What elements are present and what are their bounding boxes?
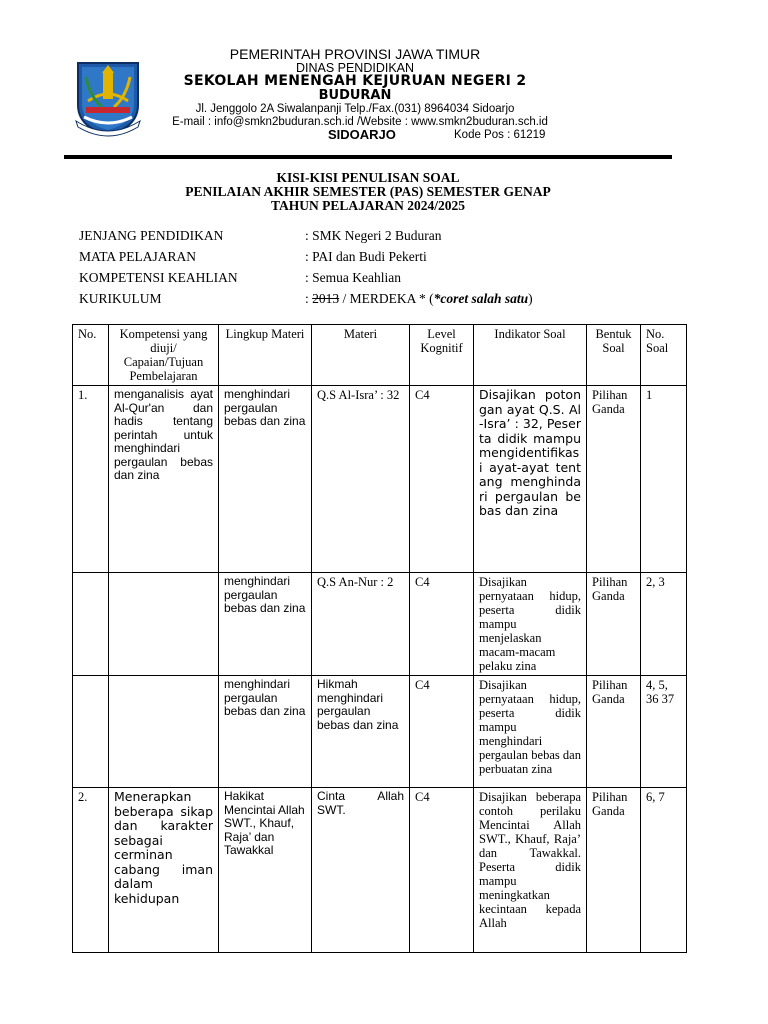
cell-kompetensi: Menerapkan beberapa sikap dan karakter sebagai cerminan cabang iman dalam kehidupan — [109, 788, 219, 953]
header-no: No. — [73, 325, 109, 386]
school-logo — [68, 57, 148, 137]
kurikulum-struck: 2013 — [312, 291, 340, 306]
header-indikator: Indikator Soal — [474, 325, 587, 386]
cell-bentuk: Pilihan Ganda — [587, 676, 641, 788]
letterhead-divider — [64, 155, 672, 159]
cell-nomor: 6, 7 — [641, 788, 687, 953]
cell-nomor: 2, 3 — [641, 573, 687, 676]
document-year: TAHUN PELAJARAN 2024/2025 — [270, 198, 465, 213]
cell-level: C4 — [410, 386, 474, 573]
letterhead-address: Jl. Jenggolo 2A Siwalanpanji Telp./Fax.(031) 8964034 Sidoarjo — [195, 103, 515, 115]
cell-kompetensi — [109, 676, 219, 788]
cell-lingkup: menghindari pergaulan bebas dan zina — [219, 676, 312, 788]
cell-indikator: Disajikan pernyataan hidup, peserta didik mampu menghindari pergaulan bebas dan perbuatan zina — [474, 676, 587, 788]
header-nomor: No. Soal — [641, 325, 687, 386]
document-title: KISI-KISI PENULISAN SOAL — [276, 170, 460, 185]
cell-indikator: Disajikan pernyataan hidup, peserta didik mampu menjelaskan macam-macam pelaku zina — [474, 573, 587, 676]
kurikulum-note: *coret salah satu — [433, 291, 529, 306]
cell-level: C4 — [410, 573, 474, 676]
cell-indikator: Disajikan beberapa contoh perilaku Mencintai Allah SWT., Khauf, Raja’ dan Tawakkal. Peserta didik mampu meningkatkan kecintaan kepada Allah — [474, 788, 587, 953]
cell-no: 1. — [73, 386, 109, 573]
cell-no: 2. — [73, 788, 109, 953]
cell-lingkup: menghindari pergaulan bebas dan zina — [219, 573, 312, 676]
kisi-kisi-table — [72, 324, 687, 953]
letterhead-school-name-2: BUDURAN — [318, 88, 392, 103]
header-materi: Materi — [312, 325, 410, 386]
header-level: Level Kognitif — [410, 325, 474, 386]
cell-no — [73, 573, 109, 676]
info-label-jenjang: JENJANG PENDIDIKAN — [79, 228, 224, 243]
cell-no — [73, 676, 109, 788]
info-value-kompetensi: : Semua Keahlian — [305, 270, 401, 285]
info-label-kompetensi: KOMPETENSI KEAHLIAN — [79, 270, 238, 285]
table-row — [73, 573, 687, 676]
info-value-jenjang: : SMK Negeri 2 Buduran — [305, 228, 442, 243]
cell-materi: Hikmah menghindari pergaulan bebas dan zina — [312, 676, 410, 788]
info-value-mapel: : PAI dan Budi Pekerti — [305, 249, 427, 264]
header-kompetensi: Kompetensi yang diuji/ Capaian/Tujuan Pembelajaran — [109, 325, 219, 386]
table-row — [73, 676, 687, 788]
document-subtitle: PENILAIAN AKHIR SEMESTER (PAS) SEMESTER GENAP — [185, 184, 551, 199]
cell-lingkup: menghindari pergaulan bebas dan zina — [219, 386, 312, 573]
letterhead-city: SIDOARJO — [328, 127, 396, 142]
cell-bentuk: Pilihan Ganda — [587, 788, 641, 953]
letterhead-school-name: SEKOLAH MENENGAH KEJURUAN NEGERI 2 — [183, 73, 527, 89]
cell-level: C4 — [410, 788, 474, 953]
header-lingkup: Lingkup Materi — [219, 325, 312, 386]
cell-bentuk: Pilihan Ganda — [587, 386, 641, 573]
cell-lingkup: Hakikat Mencintai Allah SWT., Khauf, Raja’ dan Tawakkal — [219, 788, 312, 953]
cell-materi: Q.S An-Nur : 2 — [312, 573, 410, 676]
info-label-mapel: MATA PELAJARAN — [79, 249, 197, 264]
cell-materi: Q.S Al-Isra’ : 32 — [312, 386, 410, 573]
cell-kompetensi: menganalisis ayat Al-Qur'an dan hadis tentang perintah untuk menghindari pergaulan bebas dan zina — [109, 386, 219, 573]
letterhead-contact: E-mail : info@smkn2buduran.sch.id /Website : www.smkn2buduran.sch.id — [172, 116, 548, 128]
cell-level: C4 — [410, 676, 474, 788]
letterhead-government: PEMERINTAH PROVINSI JAWA TIMUR — [229, 46, 481, 62]
table-row — [73, 386, 687, 573]
cell-kompetensi — [109, 573, 219, 676]
kurikulum-prefix: : — [305, 291, 313, 306]
letterhead-postal: Kode Pos : 61219 — [454, 129, 546, 141]
table-header-row — [73, 325, 687, 386]
cell-nomor: 4, 5, 36 37 — [641, 676, 687, 788]
table-row — [73, 788, 687, 953]
info-value-kurikulum — [305, 291, 533, 307]
letterhead-department: DINAS PENDIDIKAN — [295, 61, 415, 75]
cell-materi: Cinta Allah SWT. — [312, 788, 410, 953]
info-label-kurikulum: KURIKULUM — [79, 291, 162, 306]
header-bentuk: Bentuk Soal — [587, 325, 641, 386]
cell-nomor: 1 — [641, 386, 687, 573]
cell-bentuk: Pilihan Ganda — [587, 573, 641, 676]
cell-indikator: Disajikan potongan ayat Q.S. Al-Isra’ : 32, Peserta didik mampu mengidentifikasi ayat-ayat tentang menghindari pergaulan bebas dan zina — [474, 386, 587, 573]
kurikulum-middle: / MERDEKA * ( — [339, 291, 434, 306]
kurikulum-suffix: ) — [528, 291, 533, 306]
